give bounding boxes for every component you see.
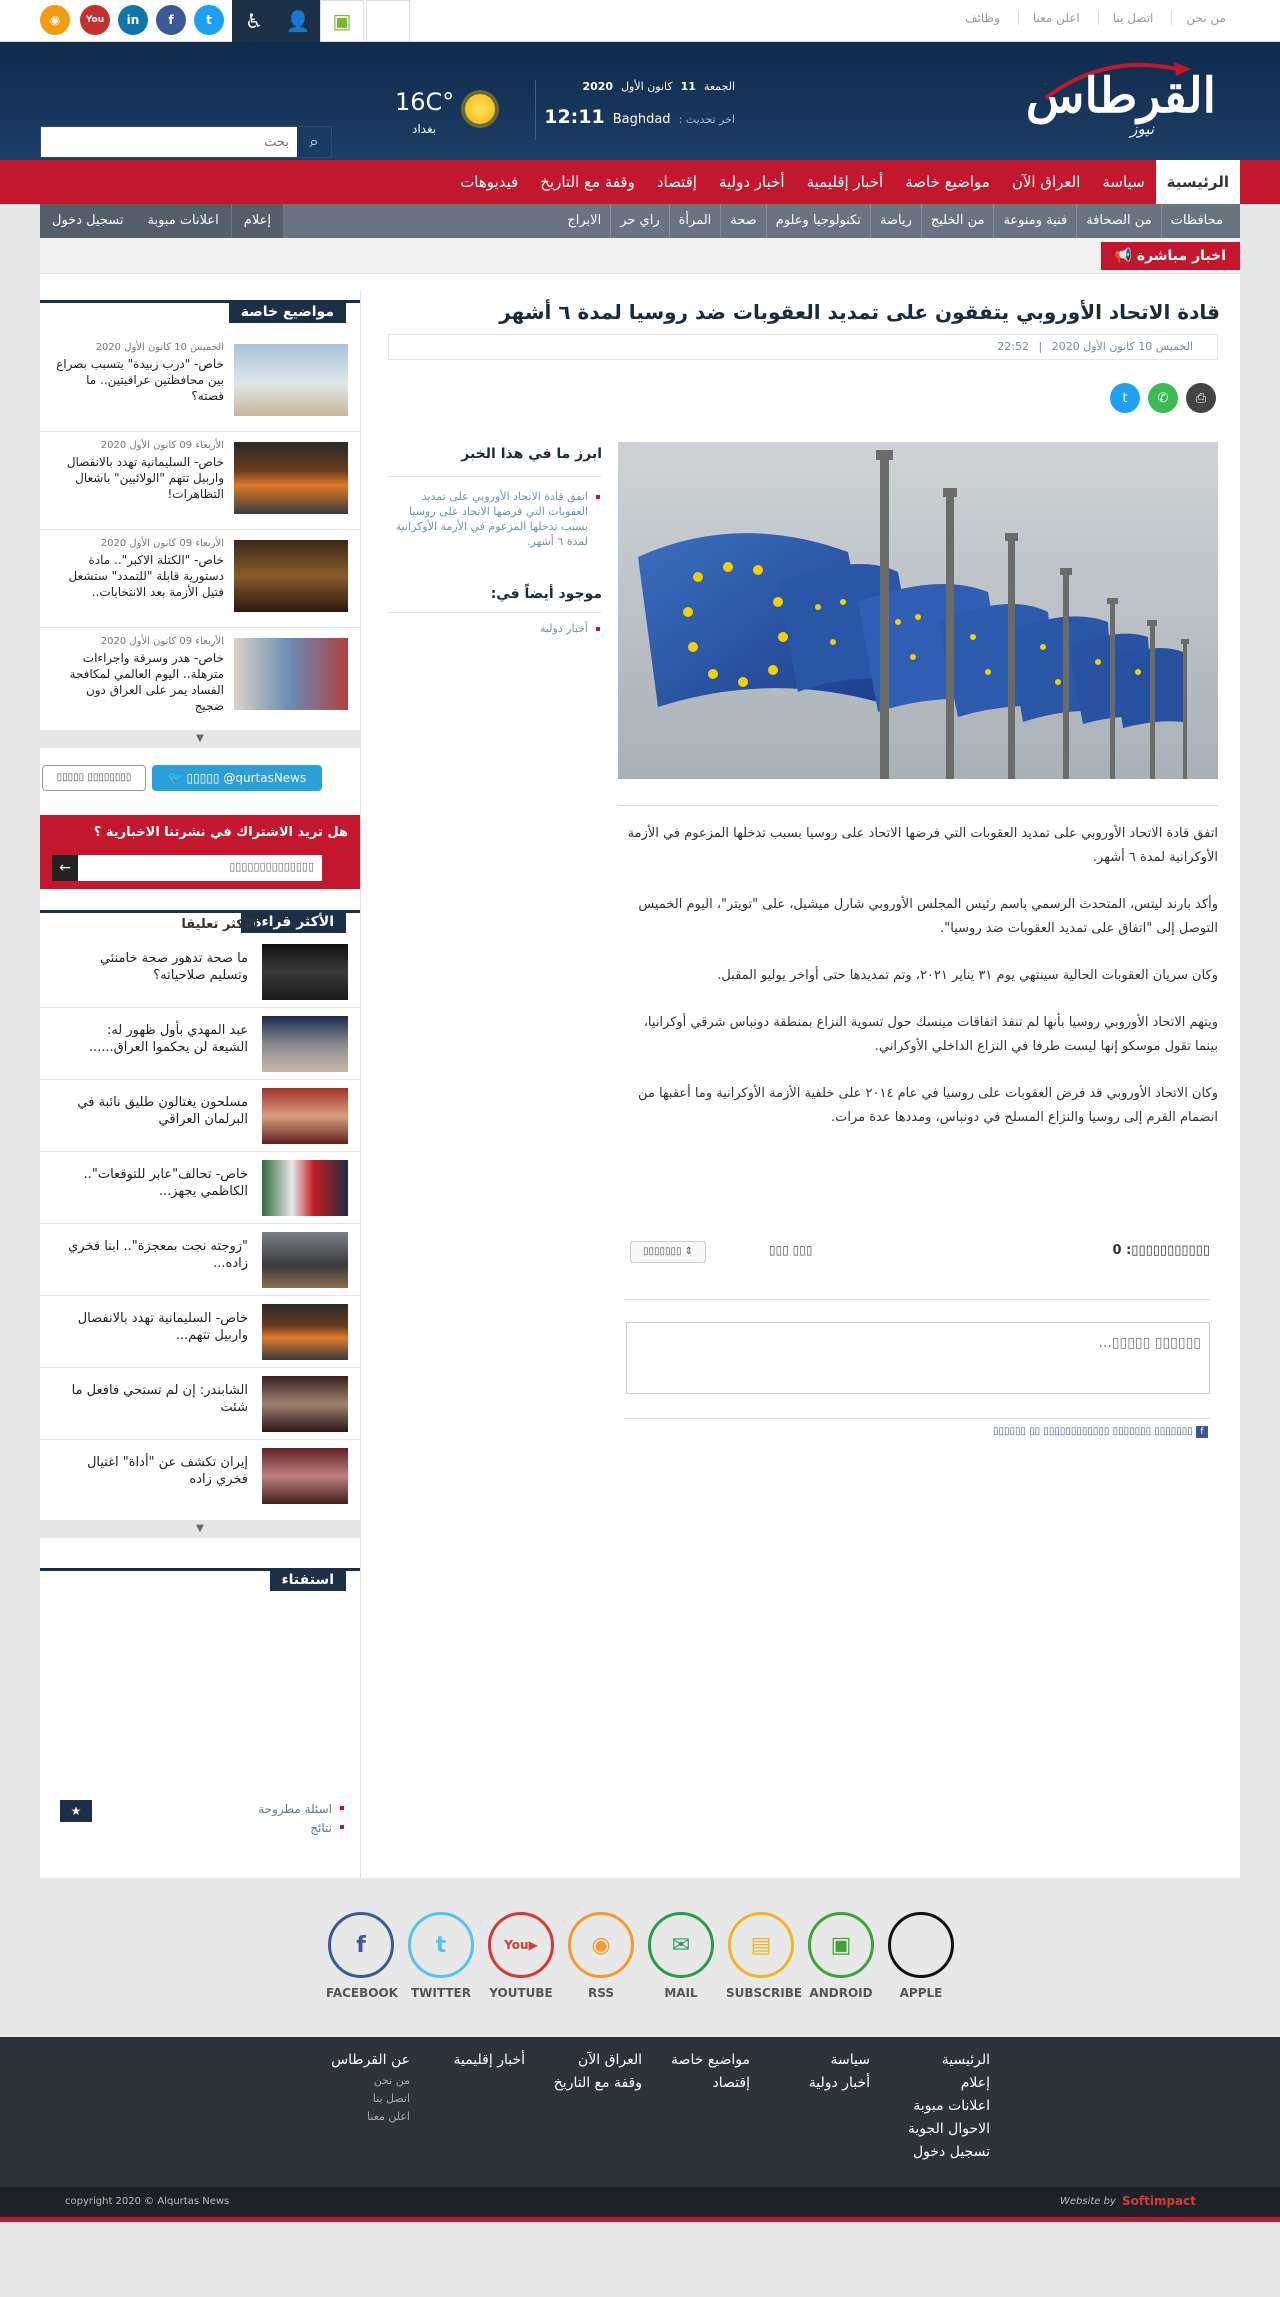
footer-rss[interactable] [566, 1912, 636, 2004]
special-date: الأربعاء 09 كانون الأول 2020 [100, 440, 224, 451]
fb-plugin-label: ▯▯▯▯▯▯▯ ▯▯▯▯▯▯▯ ▯▯▯▯▯▯▯▯▯▯▯▯ ▯▯ ▯▯▯▯▯▯ [992, 1426, 1193, 1437]
star-icon[interactable]: ★ [60, 1800, 92, 1822]
logo-text: القرطاس [1025, 68, 1216, 124]
nav-international[interactable]: أخبار دولية [718, 173, 785, 191]
special-thumb [234, 344, 348, 416]
most-item[interactable] [40, 1152, 360, 1224]
whatsapp-icon[interactable]: ✆ [1148, 383, 1178, 413]
footer-android[interactable] [806, 1912, 876, 2004]
twitter-share-icon[interactable]: t [1110, 383, 1140, 413]
article-meta: الخميس 10 كانون الأول 2020 | 22:52 [388, 334, 1218, 360]
most-title: إيران تكشف عن "أداة" اغتيال فخري زاده [86, 1455, 248, 1487]
most-thumb [262, 1088, 348, 1144]
footer-link[interactable]: الرئيسية [941, 2052, 990, 2068]
top-links [951, 11, 1226, 25]
accessibility-icon[interactable]: ♿ [232, 0, 276, 42]
twitter-icon[interactable]: t [194, 5, 224, 35]
special-item[interactable] [40, 530, 360, 628]
nav-special[interactable]: مواضيع خاصة [905, 173, 990, 191]
most-title: الشابندر: إن لم تستحي فافعل ما شئت [71, 1383, 248, 1415]
twitter-follow-label: ▯▯▯▯▯ @qurtasNews [186, 771, 307, 785]
photo-divider [618, 805, 1218, 806]
comment-textarea[interactable] [626, 1322, 1210, 1394]
jobs-link[interactable]: وظائف [965, 11, 1000, 25]
most-scroll-down[interactable] [40, 1520, 360, 1538]
special-title-text: خاص- هدر وسرقة واجراءات مترهلة.. اليوم العالمي لمكافحة الفساد يمر على العراق دون ضجيج [69, 651, 224, 713]
subnav-classifieds[interactable]: اعلانات مبوبة [136, 204, 232, 238]
special-title-text: خاص- "درب زبيدة" يتسبب بصراع بين محافظتين عراقيتين.. ما قصته؟ [56, 357, 224, 403]
twitter-bird-icon: 🐦 [167, 771, 187, 785]
highlights-box [388, 446, 602, 549]
day-name: الجمعة [703, 80, 735, 93]
nav-home[interactable]: الرئيسية [1156, 160, 1240, 204]
nav-history[interactable]: وقفة مع التاريخ [540, 173, 635, 191]
copyright-text: copyright 2020 © Alqurtas News [65, 2196, 230, 2207]
subnav-login[interactable]: تسجيل دخول [52, 213, 124, 228]
live-news-button[interactable] [1101, 242, 1241, 270]
most-thumb [262, 1160, 348, 1216]
android-icon: ▣ [808, 1912, 874, 1978]
print-icon[interactable]: ⎙ [1186, 383, 1216, 413]
poll-header [40, 1568, 360, 1594]
footer-facebook[interactable] [326, 1912, 396, 2004]
rss-icon[interactable]: ◉ [40, 5, 70, 35]
mail-icon: ✉ [648, 1912, 714, 1978]
also-in-title: موجود أيضاً في: [388, 586, 602, 613]
footer-icon-label: MAIL [664, 1986, 698, 2000]
clock-time: 12:11 [544, 106, 605, 128]
footer-col-3 [630, 2049, 750, 2095]
newsletter-title: هل تريد الاشتراك في نشرتنا الاخبارية ؟ [93, 825, 348, 840]
comments-bar [624, 1240, 1210, 1300]
facebook-icon: f [328, 1912, 394, 1978]
subnav-sports[interactable]: رياضة [870, 204, 921, 238]
most-thumb [262, 1016, 348, 1072]
subnav-opinion[interactable]: راي حر [610, 204, 668, 238]
footer-icon-label: YOUTUBE [489, 1986, 553, 2000]
article-body [618, 822, 1218, 1153]
city-en: Baghdad [612, 112, 671, 127]
footer-col-1 [870, 2049, 990, 2164]
most-thumb [262, 1376, 348, 1432]
live-bar [40, 238, 1240, 274]
apple-icon [888, 1912, 954, 1978]
most-tabs [40, 910, 360, 936]
article-photo [618, 442, 1218, 779]
website-by-label: Website by [1060, 2196, 1116, 2207]
most-thumb [262, 944, 348, 1000]
bottom-red-line [0, 2217, 1280, 2222]
footer-col-2 [750, 2049, 870, 2095]
facebook-icon[interactable]: f [156, 5, 186, 35]
footer-mail[interactable] [646, 1912, 716, 2004]
special-thumb [234, 442, 348, 514]
footer-icon-label: FACEBOOK [326, 1986, 398, 2000]
footer-link[interactable]: من نحن [373, 2074, 410, 2087]
article-title: قادة الاتحاد الأوروبي يتفقون على تمديد العقوبات ضد روسيا لمدة ٦ أشهر [499, 300, 1220, 324]
date-day: 11 [680, 80, 696, 93]
footer-link[interactable]: أخبار دولية [808, 2075, 870, 2091]
subnav-health[interactable]: صحة [720, 204, 765, 238]
most-item[interactable] [40, 1080, 360, 1152]
footer-subscribe[interactable] [726, 1912, 803, 2004]
facebook-small-icon: f [1196, 1426, 1208, 1438]
footer-icon-label: SUBSCRIBE [726, 1986, 803, 2000]
subnav-tech[interactable]: تكنولوجيا وعلوم [766, 204, 870, 238]
most-title: "زوجته نجت بمعجزة".. ابنا فخري زاده... [68, 1239, 248, 1271]
special-item[interactable] [40, 628, 360, 726]
twitter-follow-button[interactable] [152, 765, 322, 791]
special-title: مواضيع خاصة [229, 301, 346, 323]
search-button[interactable] [297, 127, 331, 157]
arrow-left-icon: ← [59, 860, 71, 876]
article-paragraph: وأكد بارند ليتس، المتحدث الرسمي باسم رئيس المجلس الأوروبي شارل ميشيل، على "تويتر"، اليوم الخميس التوصل إلى "اتفاق على تمديد العقوبات ضد روسيا". [638, 897, 1218, 936]
most-item[interactable] [40, 936, 360, 1008]
footer-link[interactable]: وقفة مع التاريخ [553, 2075, 642, 2091]
special-date: الأربعاء 09 كانون الأول 2020 [100, 636, 224, 647]
advertise-link[interactable]: اعلن معنا [1018, 11, 1080, 25]
also-in-box [388, 586, 602, 636]
about-link[interactable]: من نحن [1171, 11, 1226, 25]
article-paragraph: اتفق قادة الاتحاد الأوروبي على تمديد العقوبات التي فرضها الاتحاد على روسيا بسبب تدخلها المزعوم في الأزمة الأوكرانية لمدة ٦ أشهر. [627, 826, 1218, 865]
most-title: عبد المهدي بأول ظهور له: الشيعة لن يحكموا العراق...... [88, 1023, 248, 1055]
weather-widget [370, 82, 500, 142]
footer-link[interactable]: إقتصاد [712, 2075, 750, 2091]
nav-politics[interactable]: سياسة [1102, 173, 1145, 191]
most-title: ما صحة تدهور صحة خامنئي وتسليم صلاحياته؟ [99, 951, 248, 983]
article-paragraph: ويتهم الاتحاد الأوروبي روسيا بأنها لم تنفذ اتفاقات مينسك حول تسوية النزاع بمنطقة دونباس شرقي أوكرانيا، بينما تقول موسكو إنها ليست طرفا في النزاع الداخلي الأوكراني. [643, 1015, 1218, 1054]
sub-nav [40, 204, 1240, 238]
footer-link[interactable]: مواضيع خاصة [671, 2052, 750, 2068]
date-month: كانون الأول [621, 80, 673, 93]
footer-link[interactable]: اعلانات مبوبة [913, 2098, 990, 2114]
footer-link[interactable]: إعلام [960, 2075, 990, 2091]
special-date: الأربعاء 09 كانون الأول 2020 [100, 538, 224, 549]
nav-economy[interactable]: إقتصاد [656, 173, 697, 191]
newsletter-placeholder: ▯▯▯▯▯▯▯▯▯▯▯▯▯▯ [229, 860, 314, 873]
highlights-title: ابرز ما في هذا الخبر [388, 446, 602, 477]
last-update-label: اخر تحديث : [678, 113, 735, 126]
footer-col-6 [290, 2049, 410, 2126]
twitter-count: ▯▯▯▯▯ ▯▯▯▯▯▯▯▯ [42, 765, 146, 791]
date-year: 2020 [582, 80, 614, 93]
linkedin-icon[interactable]: in [118, 5, 148, 35]
comments-count: ▯▯▯▯▯▯▯▯▯▯▯: 0 [1112, 1243, 1210, 1258]
footer-about-title: عن القرطاس [331, 2052, 410, 2068]
top-bar [0, 0, 1280, 42]
chevron-down-icon: ▼ [196, 1523, 204, 1534]
newsletter-submit-button[interactable] [52, 855, 78, 881]
most-item[interactable] [40, 1296, 360, 1368]
rss-icon: ◉ [568, 1912, 634, 1978]
android-icon[interactable]: ▣ [320, 0, 364, 42]
poll-title: استفتاء [270, 1569, 347, 1591]
footer-link[interactable]: اعلن معنا [366, 2110, 410, 2123]
chevron-updown-icon: ⇕ [684, 1246, 694, 1257]
subnav-art[interactable]: فنية ومنوعة [993, 204, 1076, 238]
special-title-text: خاص- السليمانية تهدد بالانفصال واربيل تتهم "الولائيين" باشعال التظاهرات! [66, 455, 224, 501]
footer-link[interactable]: أخبار إقليمية [453, 2052, 525, 2068]
chevron-down-icon: ▼ [196, 733, 204, 744]
subnav-gulf[interactable]: من الخليج [921, 204, 994, 238]
also-in-link[interactable]: أخبار دولية [388, 621, 602, 636]
nav-videos[interactable]: فيديوهات [460, 173, 519, 191]
special-thumb [234, 638, 348, 710]
eu-flags-image [618, 442, 1218, 779]
megaphone-icon: 📢 [1114, 248, 1137, 264]
most-item[interactable] [40, 1368, 360, 1440]
sun-icon [465, 94, 495, 124]
tab-most-commented[interactable]: الأكثر تعليقا [181, 917, 258, 932]
subnav-women[interactable]: المرأة [669, 204, 721, 238]
youtube-icon: You▶ [488, 1912, 554, 1978]
poll-results-link[interactable]: نتائج [206, 1819, 346, 1838]
footer-icon-label: APPLE [899, 1986, 943, 2000]
site-header [0, 42, 1280, 160]
search-box [40, 126, 332, 158]
footer-col-5 [405, 2049, 525, 2072]
most-title: خاص- تحالف"عابر للتوقعات".. الكاظمي يجهز... [83, 1167, 248, 1199]
most-thumb [262, 1448, 348, 1504]
poll-questions-link[interactable]: اسئلة مطروحة [206, 1800, 346, 1819]
article-date: الخميس 10 كانون الأول 2020 [1051, 340, 1193, 353]
special-thumb [234, 540, 348, 612]
footer-icon-label: RSS [588, 1986, 614, 2000]
most-thumb [262, 1304, 348, 1360]
footer-link[interactable]: الاحوال الجوية [907, 2121, 990, 2137]
subnav-provinces[interactable]: محافظات [1161, 204, 1232, 238]
most-item[interactable] [40, 1440, 360, 1512]
search-icon: ⌕ [309, 132, 319, 151]
special-title-text: خاص- "الكتلة الاكبر".. مادة دستورية قابلة "للتمدد" ستشعل فتيل الأزمة بعد الانتخابات.. [68, 553, 224, 599]
special-header [40, 300, 360, 326]
footer-twitter[interactable] [406, 1912, 476, 2004]
user-icon[interactable]: 👤 [276, 0, 320, 42]
subnav-press[interactable]: من الصحافة [1076, 204, 1160, 238]
comment-divider [624, 1418, 1210, 1419]
copyright-bar [0, 2187, 1280, 2217]
search-input[interactable] [41, 127, 299, 157]
most-title: مسلحون يغتالون طليق نائبة في البرلمان العراقي [77, 1095, 248, 1127]
special-date: الخميس 10 كانون الأول 2020 [95, 342, 224, 353]
apple-icon[interactable] [366, 0, 410, 42]
twitter-icon: t [408, 1912, 474, 1978]
newsletter-input[interactable] [52, 855, 322, 881]
footer-link[interactable]: العراق الآن [578, 2052, 642, 2068]
article-time: 22:52 [997, 340, 1030, 353]
tab-most-read[interactable]: الأكثر قراءة [241, 911, 346, 933]
sort-label: ▯▯▯ ▯▯▯ [769, 1243, 813, 1257]
contact-link[interactable]: اتصل بنا [1098, 11, 1154, 25]
date-box [535, 80, 745, 140]
footer-link[interactable]: سياسة [830, 2052, 870, 2068]
fb-comments-plugin[interactable] [993, 1426, 1208, 1438]
most-title: خاص- السليمانية تهدد بالانفصال واربيل تتهم... [77, 1311, 248, 1343]
footer-icon-label: ANDROID [809, 1986, 873, 2000]
most-thumb [262, 1232, 348, 1288]
article-paragraph: وكان سريان العقوبات الحالية سينتهي يوم ٣١ يناير ٢٠٢١، وتم تمديدها حتى أواخر يوليو المقبل. [717, 968, 1218, 983]
nav-iraq-now[interactable]: العراق الآن [1011, 173, 1081, 191]
comment-placeholder: ▯▯▯▯▯▯ ▯▯▯▯▯... [1098, 1335, 1201, 1351]
special-item[interactable] [40, 334, 360, 432]
most-item[interactable] [40, 1224, 360, 1296]
footer-link[interactable]: اتصل بنا [372, 2092, 410, 2105]
special-scroll-down[interactable] [40, 730, 360, 748]
site-logo[interactable] [1016, 60, 1216, 145]
footer-link[interactable]: تسجيل دخول [913, 2144, 990, 2160]
footer-col-4 [522, 2049, 642, 2095]
most-item[interactable] [40, 1008, 360, 1080]
main-nav [0, 160, 1280, 204]
footer-apple[interactable] [886, 1912, 956, 2004]
footer-youtube[interactable] [486, 1912, 556, 2004]
subnav-media[interactable]: إعلام [232, 204, 284, 238]
city-name: بغداد [412, 122, 437, 136]
footer-icon-label: TWITTER [411, 1986, 471, 2000]
newsletter-box [40, 815, 360, 889]
youtube-icon[interactable]: You [80, 5, 110, 35]
highlight-item[interactable]: اتفق قادة الاتحاد الأوروبي على تمديد العقوبات التي فرضها الاتحاد على روسيا بسبب تدخلها المزعوم في الأزمة الأوكرانية لمدة ٦ أشهر. [388, 489, 602, 549]
most-read-section [40, 910, 360, 1534]
article-paragraph: وكان الاتحاد الأوروبي قد فرض العقوبات على روسيا في عام ٢٠١٤ على خلفية الأزمة الأوكرانية وما أعقبها من انضمام القرم إلى روسيا والنزاع المسلح في دونباس، ومددها عدة مرات. [637, 1086, 1218, 1125]
softimpact-logo[interactable]: Softimpact [1122, 2194, 1196, 2208]
column-divider [360, 290, 361, 1880]
poll-section [40, 1568, 360, 1835]
site-footer [0, 2037, 1280, 2187]
subnav-horoscope[interactable]: الابراج [567, 213, 602, 228]
special-item[interactable] [40, 432, 360, 530]
subscribe-icon: ▤ [728, 1912, 794, 1978]
temperature: 16C° [395, 88, 455, 116]
live-news-label: اخبار مباشرة [1136, 248, 1226, 264]
nav-regional[interactable]: أخبار إقليمية [806, 173, 884, 191]
sort-select-value: ▯▯▯▯▯▯▯ [642, 1246, 682, 1257]
logo-subtext: نيوز [1130, 120, 1154, 138]
sort-select[interactable] [630, 1241, 706, 1263]
left-sidebar [40, 300, 360, 1860]
